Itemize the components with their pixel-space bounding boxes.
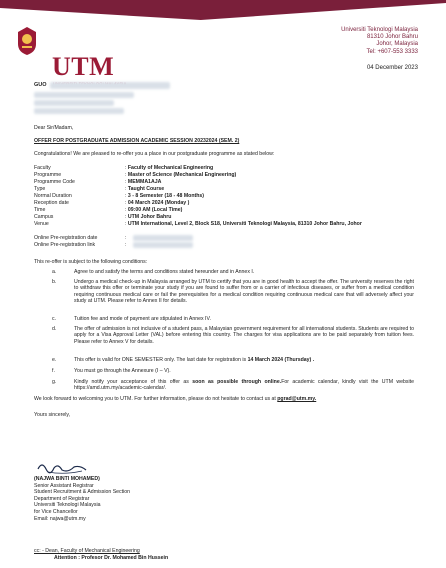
signatory-line: Senior Assistant Registrar [34,482,94,489]
condition-text: Undergo a medical check-up in Malaysia arranged by UTM to certify that you are in good health to accept the offer. The university reserves the right to withdraw this offer or terminate your study if you are found to suffer from or a carrier of infectious diseases, or suffer from a medical condition requiring continuous medical care or fail the prerequisites for a medical condition requiring continuous medical care that will adversely affect your study at UTM. Please refer to Annex II for details. [74,279,414,305]
address-line: Universiti Teknologi Malaysia [341,27,418,33]
brand-wordmark: UTM [52,52,115,81]
salutation: Dear Sir/Madam, [34,125,74,131]
detail-label: Faculty [34,165,51,171]
closing-sign-off: Yours sincerely, [34,412,71,418]
condition-letter: c. [52,316,57,322]
detail-value: : [125,235,127,241]
detail-value: : MEMMA1AJA [125,179,162,185]
detail-label: Programme [34,172,62,178]
detail-label: Programme Code [34,179,75,185]
condition-text: You must go through the Annexure (I – V). [74,368,171,374]
cc-block [34,548,168,561]
detail-value: : UTM International, Level 2, Block S18, Universiti Teknologi Malaysia, 81310 Johor Bahru, Johor [125,221,362,227]
detail-value: : Taught Course [125,186,165,192]
subject-line: OFFER FOR POSTGRADUATE ADMISSION ACADEMIC SESSION 20232024 (SEM. 2) [34,138,240,144]
detail-value: : 09:00 AM (Local Time) [125,207,183,213]
redacted-name [50,82,170,89]
redacted-address [34,100,114,106]
detail-value: : 04 March 2024 (Monday ) [125,200,190,206]
utm-crest-icon [16,26,38,56]
conditions-intro: This re-offer is subject to the following conditions: [34,259,148,265]
detail-value: : [125,242,127,248]
letter-date: 04 December 2023 [366,65,418,71]
detail-label: Online Pre-registration link [34,242,96,248]
detail-value: : UTM Johor Bahru [125,214,172,220]
condition-letter: g. [52,379,57,385]
address-line: 81310 Johor Bahru [366,34,418,41]
detail-value: : 3 - 8 Semester (18 - 48 Months) [125,193,204,199]
signatory-line: Department of Registrar [34,495,90,502]
detail-label: Online Pre-registration date [34,235,98,241]
condition-letter: f. [52,368,55,374]
redacted-link [133,242,193,248]
cc-line: cc: - Dean, Faculty of Mechanical Engineering [34,548,140,554]
header-ribbon [0,0,446,20]
recipient-ref: GUO [34,82,47,88]
signatory-line: Email: najwa@utm.my [34,515,86,522]
condition-letter: d. [52,326,57,332]
signatory-line: Universiti Teknologi Malaysia [34,502,101,509]
address-line: Johor, Malaysia [376,41,418,48]
contact-email[interactable]: pgrad@utm.my. [277,396,317,402]
detail-label: Reception date [34,200,69,206]
condition-text: This offer is valid for ONE SEMESTER only. The last date for registration is 14 March 2024 (Thursday) . [74,357,315,363]
signatory-line: Student Recruitment & Admission Section [34,489,131,496]
condition-letter: a. [52,269,57,275]
signatory-name: (NAJWA BINTI MOHAMED) [34,476,100,482]
utm-logo [16,26,146,81]
detail-label: Normal Duration [34,193,72,199]
detail-label: Type [34,186,46,192]
address-line: Tel: +607-553 3333 [366,48,418,55]
condition-text: Agree to and satisfy the terms and conditions stated hereunder and in Annex I. [74,269,255,275]
closing-text: We look forward to welcoming you to UTM. For further information, please do not hesitate to contact us at pgrad@utm.my. [34,396,317,402]
signatory-line: for Vice Chancellor [34,508,78,515]
university-address [341,27,418,56]
condition-letter: e. [52,357,57,363]
detail-value: : Master of Science (Mechanical Engineering) [125,172,237,178]
redacted-date [133,235,193,241]
signatory-block [34,476,130,522]
intro-text: Congratulations! We are pleased to re-offer you a place in our postgraduate programme as stated below: [34,151,275,157]
detail-label: Campus [34,214,54,220]
detail-value: : Faculty of Mechanical Engineering [125,165,214,171]
detail-label: Time [34,207,46,213]
detail-label: Venue [34,221,49,227]
condition-letter: b. [52,279,57,285]
condition-text: The offer of admission is not inclusive of a student pass, a Malaysian government requirement for all international students. Students are required to apply for a Visa Approval Letter (VAL) before entering this country. The charges for visa applications are to be paid separately from tuition fees. Please refer to Annex V for details. [74,326,414,345]
redacted-address [34,92,134,98]
redacted-address [34,108,124,114]
condition-text: Tuition fee and mode of payment are stipulated in Annex IV. [74,316,211,322]
signature-icon [34,459,104,475]
condition-text: Kindly notify your acceptance of this offer as soon as possible through online.For academic calendar, kindly visit the UTM website https://amd.utm.my/academic-calendar/. [74,379,414,392]
cc-attention: Attention : Profesor Dr. Mohamed Bin Hussein [54,554,169,561]
